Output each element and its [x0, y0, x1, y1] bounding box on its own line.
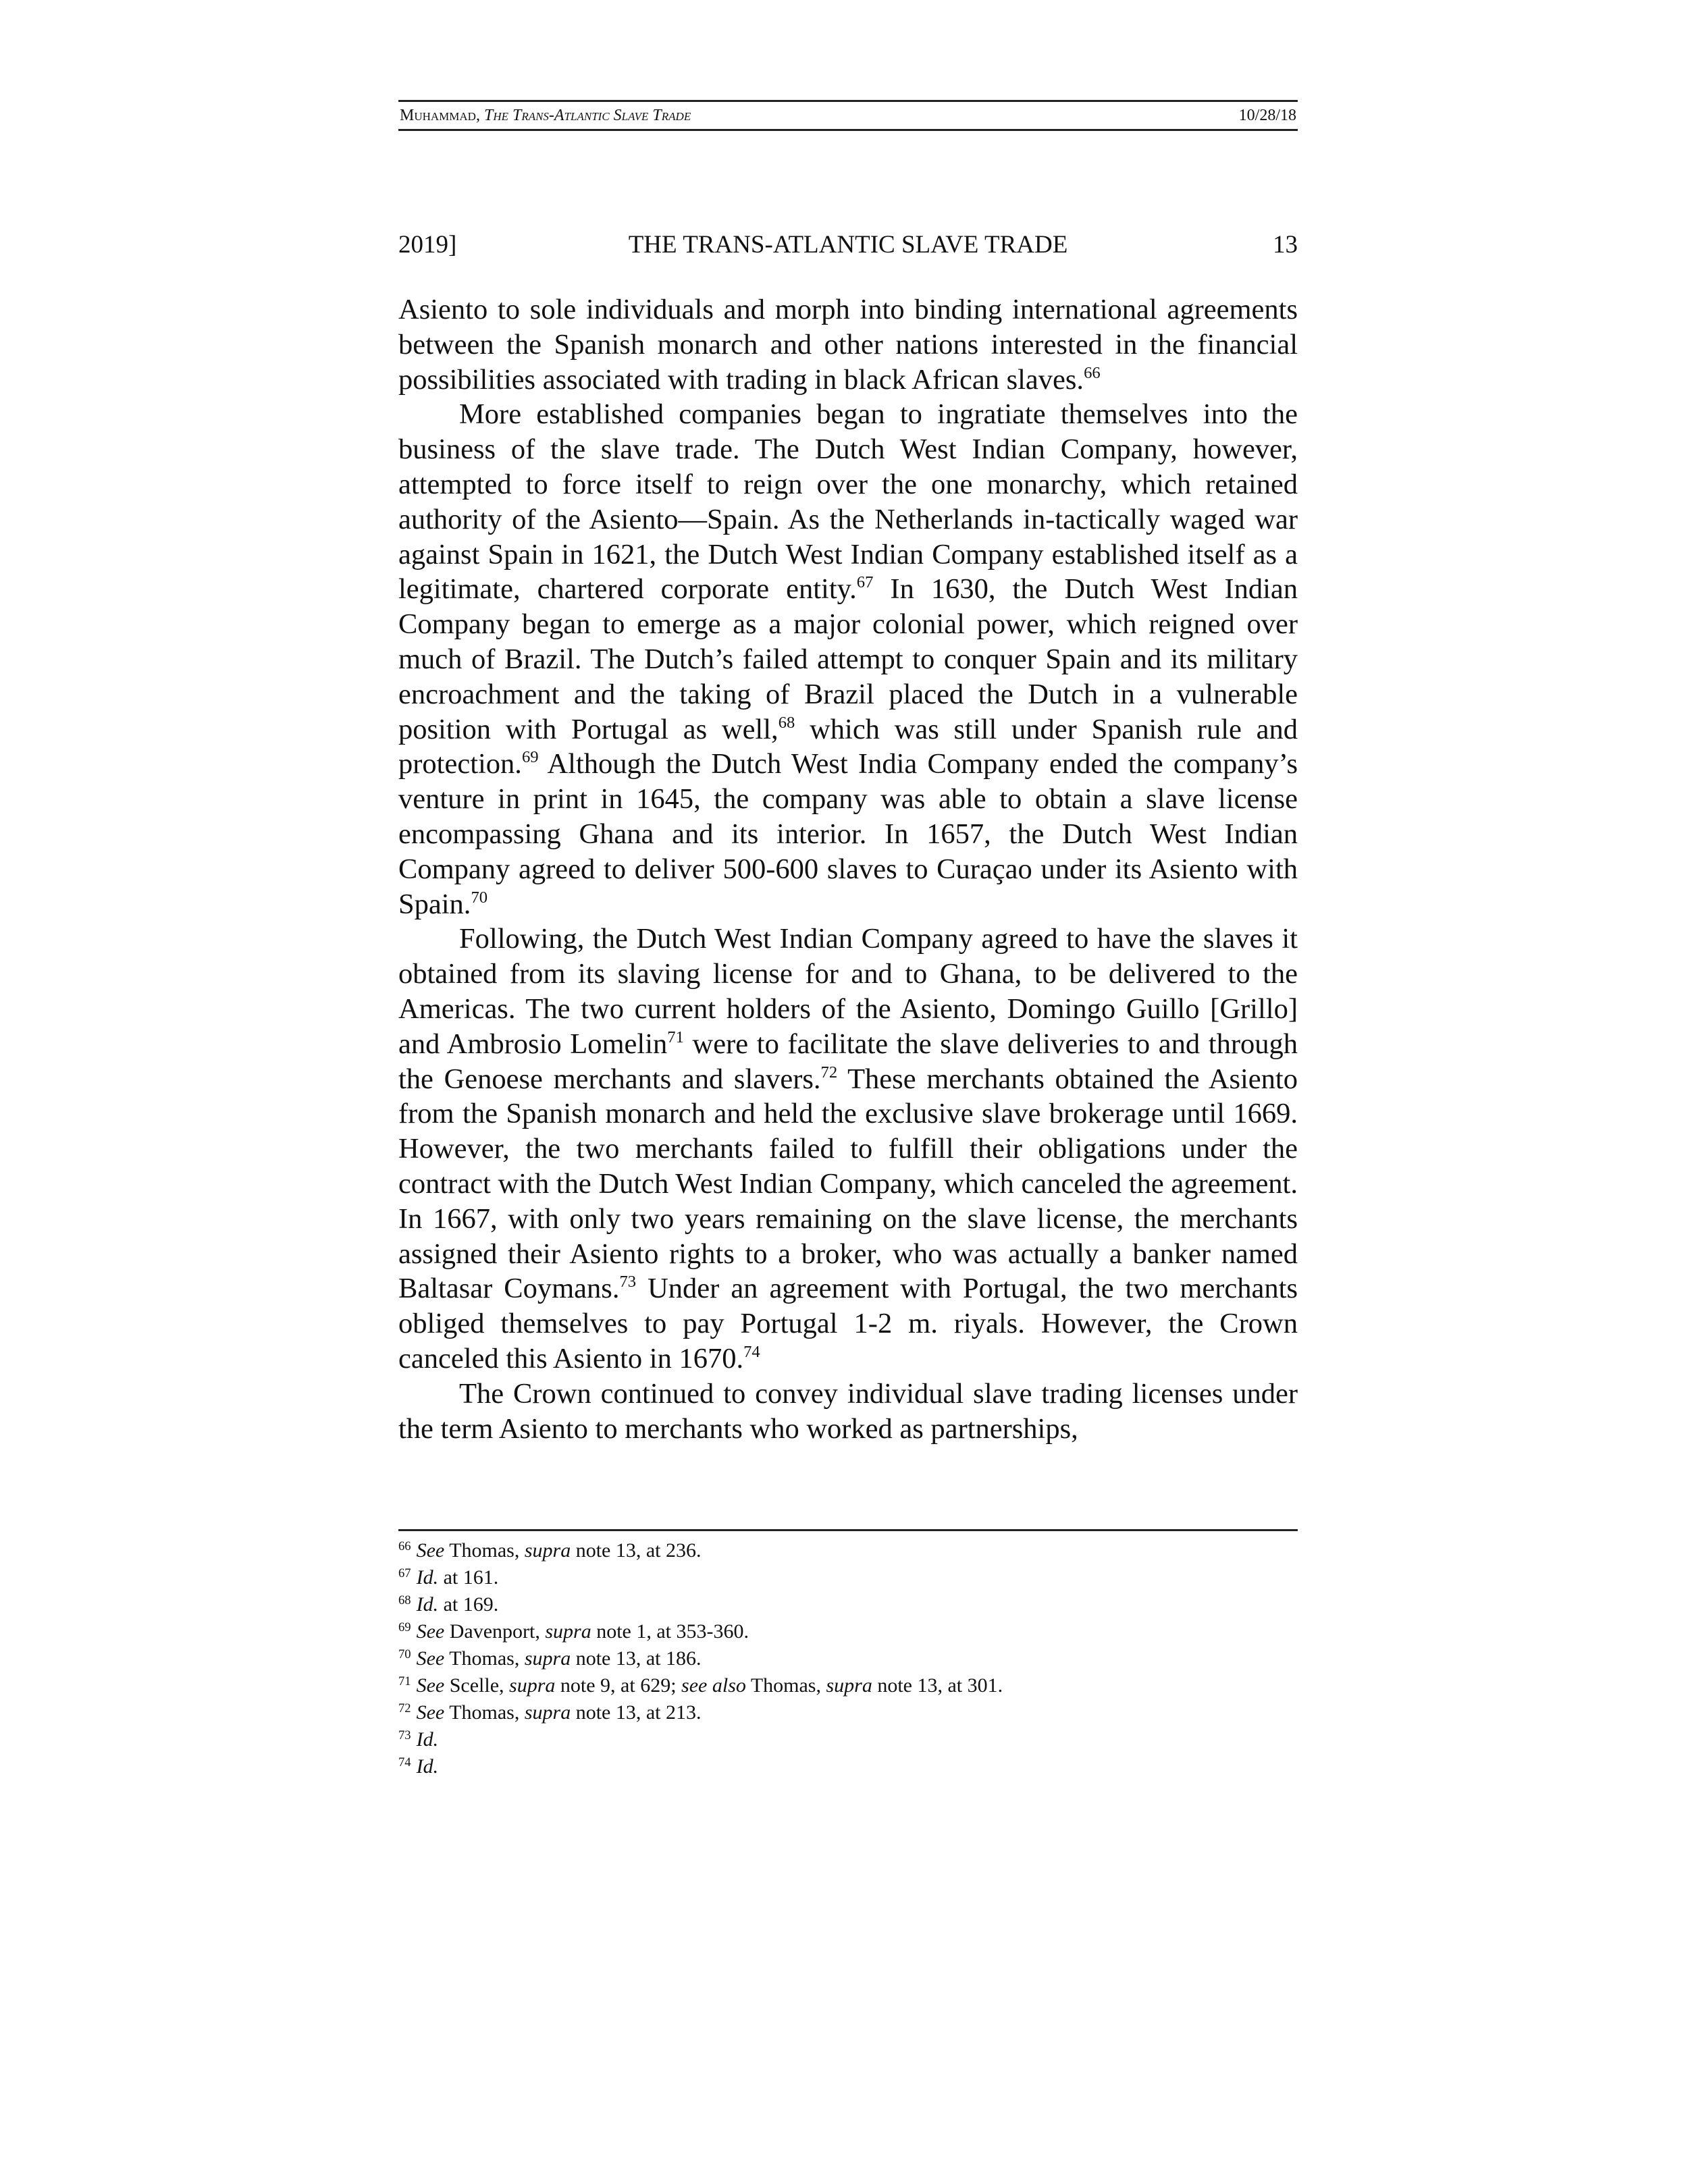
footnote-signal: supra	[524, 1701, 571, 1724]
paragraph-text: which was still under Spanish rule and protection.	[398, 713, 1298, 780]
footnote-text: at 161.	[438, 1566, 499, 1589]
paragraph-text: Asiento to sole individuals and morph into binding international agreements between the Spanish monarch and other nations interested in the financial possibilities associated with trading in black African slaves.	[398, 294, 1298, 396]
footnote-signal: supra	[545, 1620, 591, 1643]
footnote-number: 74	[398, 1755, 411, 1769]
footnote-68	[398, 1591, 1298, 1618]
footnote-signal: Id.	[416, 1593, 439, 1616]
paragraph-1	[398, 292, 1298, 397]
footnote-signal: See	[416, 1674, 445, 1697]
footnote-divider	[398, 1529, 1298, 1531]
footnote-text: Thomas,	[444, 1539, 525, 1562]
paragraph-4	[398, 1377, 1298, 1447]
paragraph-3	[398, 922, 1298, 1376]
footnote-72	[398, 1699, 1298, 1726]
page-header	[398, 228, 1298, 262]
footnote-73	[398, 1726, 1298, 1753]
footnote-signal: Id.	[416, 1755, 439, 1778]
footnote-reference[interactable]: 66	[1084, 363, 1101, 382]
footnote-text: note 9, at 629;	[555, 1674, 682, 1697]
footnote-66	[398, 1537, 1298, 1564]
footnote-text: note 1, at 353-360.	[591, 1620, 749, 1643]
footnote-70	[398, 1645, 1298, 1672]
footnotes	[398, 1537, 1298, 1780]
footnote-74	[398, 1753, 1298, 1780]
footnote-signal: supra	[826, 1674, 872, 1697]
running-header	[398, 100, 1298, 131]
footnote-number: 72	[398, 1701, 411, 1715]
body-text	[398, 292, 1298, 1446]
footnote-text: note 13, at 213.	[571, 1701, 702, 1724]
footnote-reference[interactable]: 74	[743, 1342, 760, 1361]
footnote-reference[interactable]: 67	[856, 573, 874, 592]
paragraph-text: were to facilitate the slave deliveries to and through the Genoese merchants and slavers.	[398, 1028, 1298, 1095]
footnote-text: Scelle,	[444, 1674, 510, 1697]
paragraph-text: In 1630, the Dutch West Indian Company began to emerge as a major colonial power, which reigned over much of Brazil. The Dutch’s failed attempt to conquer Spain and its military encroachment and the taking of Brazil placed the Dutch in a vulnerable position with Portugal as well,	[398, 573, 1298, 745]
footnote-text: note 13, at 236.	[571, 1539, 702, 1562]
footnote-reference[interactable]: 68	[778, 713, 795, 732]
footnote-signal: supra	[524, 1539, 571, 1562]
paragraph-text: Although the Dutch West India Company ended the company’s venture in print in 1645, the company was able to obtain a slave license encompassing Ghana and its interior. In 1657, the Dutch West Indian Company agreed to deliver 500-600 slaves to Curaçao under its Asiento with Spain.	[398, 748, 1298, 920]
footnote-signal: See	[416, 1647, 445, 1670]
footnote-71	[398, 1672, 1298, 1699]
footnote-signal: see also	[681, 1674, 746, 1697]
footnote-text: Thomas,	[444, 1647, 525, 1670]
footnote-number: 71	[398, 1674, 411, 1688]
footnote-67	[398, 1564, 1298, 1591]
running-header-author: Muhammad,	[400, 107, 480, 124]
footnote-number: 67	[398, 1566, 411, 1580]
running-header-date: 10/28/18	[1238, 107, 1296, 124]
footnote-text: Thomas,	[444, 1701, 525, 1724]
footnote-signal: Id.	[416, 1728, 439, 1751]
paragraph-text: The Crown continued to convey individual slave trading licenses under the term Asiento to merchants who worked as partnerships,	[398, 1377, 1298, 1445]
footnote-reference[interactable]: 69	[521, 748, 539, 767]
footnote-signal: See	[416, 1701, 445, 1724]
footnote-signal: Id.	[416, 1566, 439, 1589]
footnote-text: Thomas,	[745, 1674, 826, 1697]
paragraph-text: Following, the Dutch West Indian Company agreed to have the slaves it obtained from its slaving license for and to Ghana, to be delivered to the Americas. The two current holders of the Asiento, Domingo Guillo [Grillo] and Ambrosio Lomelin	[398, 923, 1298, 1060]
footnote-text: Davenport,	[444, 1620, 546, 1643]
footnote-reference[interactable]: 72	[820, 1063, 838, 1082]
footnote-signal: supra	[509, 1674, 556, 1697]
footnote-69	[398, 1618, 1298, 1645]
footnote-signal: See	[416, 1539, 445, 1562]
running-header-citation	[400, 102, 691, 129]
footnote-signal: See	[416, 1620, 445, 1643]
footnote-text: note 13, at 301.	[872, 1674, 1003, 1697]
paragraph-2	[398, 397, 1298, 922]
page-header-title: THE TRANS-ATLANTIC SLAVE TRADE	[628, 231, 1068, 259]
footnote-reference[interactable]: 73	[619, 1273, 637, 1291]
paragraph-text: More established companies began to ingratiate themselves into the business of the slave trade. The Dutch West Indian Company, however, attempted to force itself to reign over the one monarchy, which retained authority of the Asiento—Spain. As the Netherlands in-tactically waged war against Spain in 1621, the Dutch West Indian Company established itself as a legitimate, chartered corporate entity.	[398, 398, 1298, 606]
footnote-number: 73	[398, 1728, 411, 1742]
paragraph-text: Under an agreement with Portugal, the two merchants obliged themselves to pay Portugal 1-2 m. riyals. However, the Crown canceled this Asiento in 1670.	[398, 1273, 1298, 1375]
paragraph-text: These merchants obtained the Asiento from the Spanish monarch and held the exclusive slave brokerage until 1669. However, the two merchants failed to fulfill their obligations under the contract with the Dutch West Indian Company, which canceled the agreement. In 1667, with only two years remaining on the slave license, the merchants assigned their Asiento rights to a broker, who was actually a banker named Baltasar Coymans.	[398, 1063, 1298, 1305]
footnote-number: 66	[398, 1539, 411, 1553]
footnote-text: at 169.	[438, 1593, 499, 1616]
footnote-reference[interactable]: 70	[471, 888, 488, 907]
page-header-year: 2019]	[398, 231, 457, 259]
running-header-title: The Trans-Atlantic Slave Trade	[483, 107, 691, 124]
footnote-number: 68	[398, 1593, 411, 1607]
footnote-number: 69	[398, 1620, 411, 1634]
footnote-number: 70	[398, 1647, 411, 1661]
footnote-text: note 13, at 186.	[571, 1647, 702, 1670]
page-number: 13	[1273, 231, 1298, 259]
footnote-signal: supra	[524, 1647, 571, 1670]
footnote-reference[interactable]: 71	[667, 1028, 684, 1046]
